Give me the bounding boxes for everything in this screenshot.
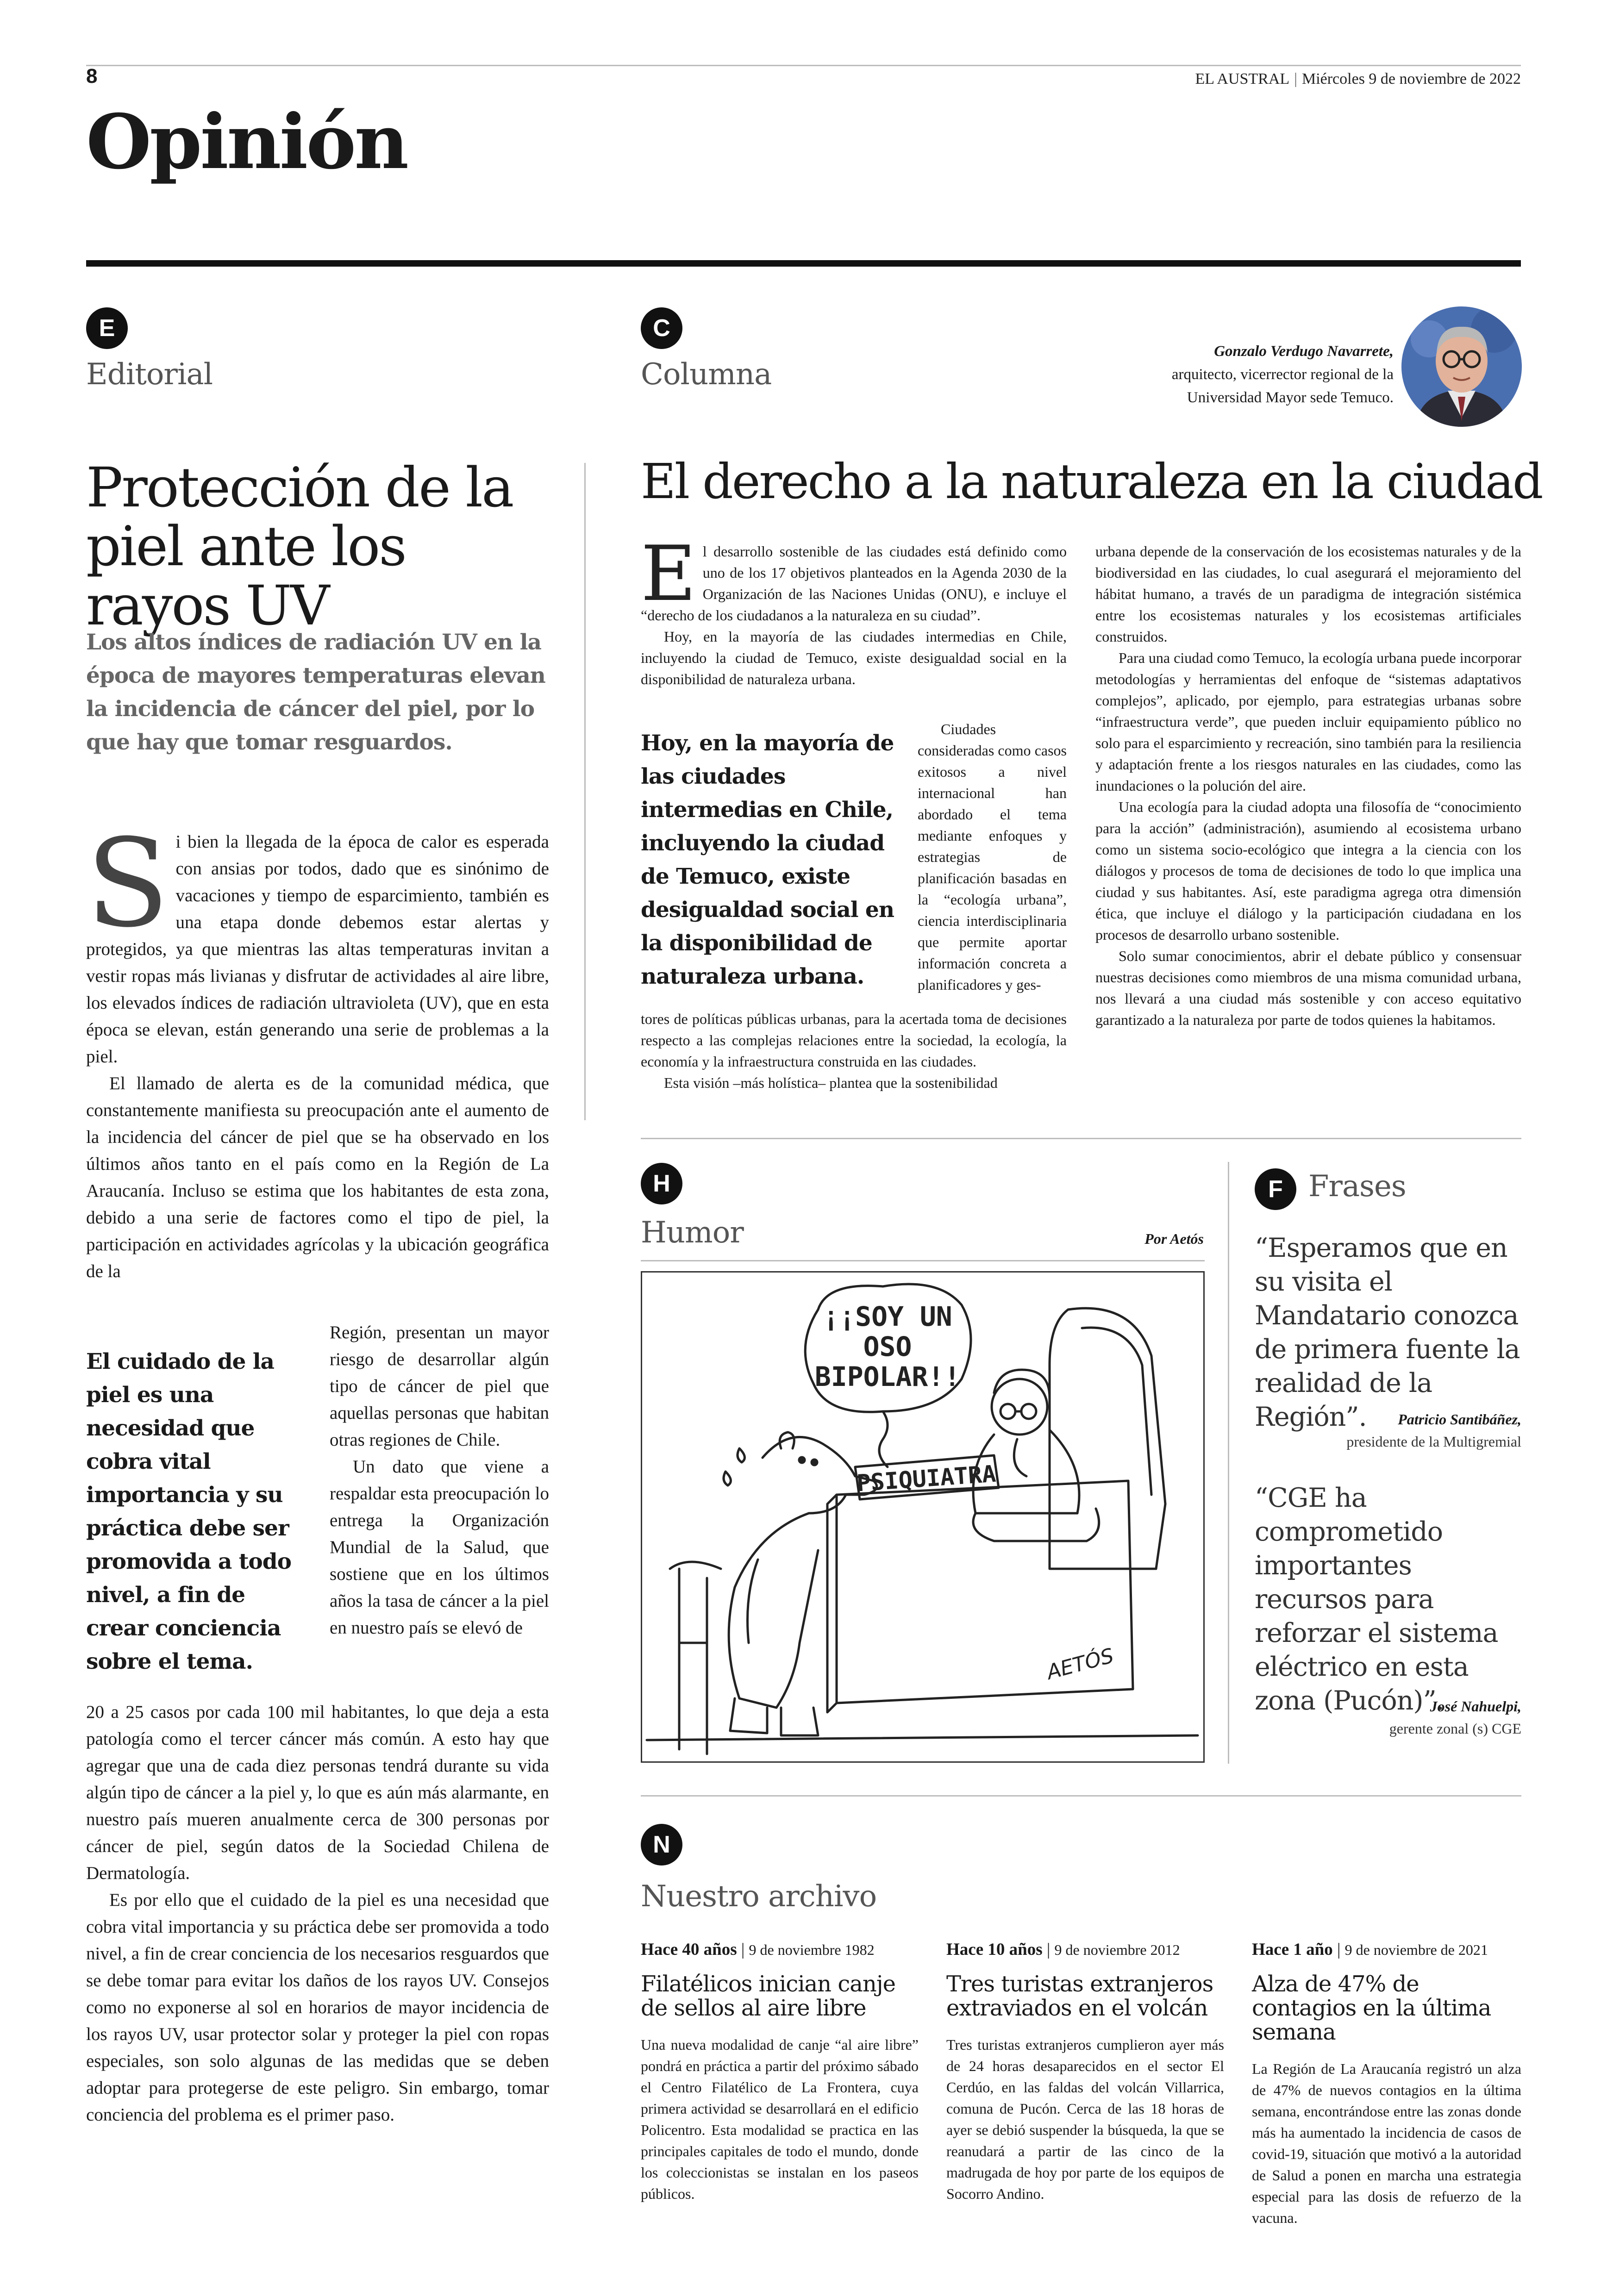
author-affiliation: Universidad Mayor sede Temuco. [1187,389,1394,406]
archivo-badge: N [641,1824,682,1866]
archive-item: Hace 10 años | 9 de noviembre 2012 Tres turistas extranjeros extraviados en el volcán Tres turistas extranjeros cumplieron ayer más de 24 horas desaparecidos en el sector El Cerdúo, en las faldas del volcán Villarrica, comuna de Pucón. Cerca de las 18 horas de ayer se debió suspender la búsqueda, la que se reanudará a partir de las cinco de la madrugada de hoy por parte de los equipos de Socorro Andino. [946,1940,1224,2204]
bubble-line: ¡¡SOY UN [823,1301,952,1332]
columna-paragraph: Esta visión –más holística– plantea que la sostenibilidad [664,1074,998,1091]
frases-badge: F [1255,1168,1296,1210]
psychiatrist-sign: PSIQUIATRA [856,1460,997,1497]
quote-1-role: presidente de la Multigremial [1346,1433,1521,1450]
quote-2-name: José Nahuelpi, [1430,1698,1521,1715]
archive-item: Hace 40 años | 9 de noviembre 1982 Filatélicos inician canje de sellos al aire libre Una nueva modalidad de canje “al aire libre” pondrá en práctica a partir del próximo sábado el Centro Filatélico de La Frontera, cuya primera actividad se desarrollará en el edificio Policentro. Esta modalidad se practica en las principales capitales de todo el mundo, donde los coleccionistas se instalan en los paseos públicos. [641,1940,919,2204]
editorial-body-narrow [330,1319,549,1641]
author-name: Gonzalo Verdugo Navarrete, [1214,343,1394,360]
columna-paragraph: Ciudades consideradas como casos exitosos a nivel internacional han abordado el tema mediante enfoques y estrategias de planificación basadas en la “ecología urbana”, ciencia interdisciplinaria que permite aportar información concreta a planificadores y ges- [918,721,1067,993]
editorial-paragraph: Región, presentan un mayor riesgo de desarrollar algún tipo de cáncer de piel que aquellas personas que habitan otras regiones de Chile. [330,1323,549,1450]
archive-ago: Hace 1 año [1252,1940,1333,1959]
editorial-paragraph: i bien la llegada de la época de calor es esperada con ansias por todos, dado que es sinónimo de vacaciones y tiempo de esparcimiento, también es una etapa donde debemos estar alertas y protegidos, ya que mientras las altas temperaturas invitan a vestir ropas más livianas y disfrutar de actividades al aire libre, los elevados índices de radiación ultravioleta (UV), que en esta época se elevan, están generando una serie de problemas a la piel. [86,832,549,1067]
columna-label: Columna [641,357,772,392]
columna-body-top [641,530,1067,690]
archivo-label: Nuestro archivo [641,1879,877,1914]
cartoon-drawing [642,1273,1203,1761]
column-divider [1228,1162,1229,1764]
section-divider [641,1795,1521,1797]
columna-paragraph: Solo sumar conocimientos, abrir el debate público y consensuar nuestras decisiones como miembros de una misma comunidad urbana, nos llevará a una ciudad más sostenible y con acceso equitativo garantizado a la naturaleza por parte de todos quienes la habitamos. [1095,948,1521,1028]
quote-2: “CGE ha comprometido importantes recursos para reforzar el sistema eléctrico en esta zona (Pucón)”. [1255,1483,1498,1716]
editorial-paragraph: Un dato que viene a respaldar esta preocupación lo entrega la Organización Mundial de la Salud, que sostiene que en los últimos años la tasa de cáncer a la piel en nuestro país se elevó de [330,1457,549,1638]
columna-pullquote: Hoy, en la mayoría de las ciudades intermedias en Chile, incluyendo la ciudad de Temuco, existe desigualdad social en la disponibilidad de naturaleza urbana. [641,730,894,989]
humor-label: Humor [641,1216,744,1250]
archive-body: Una nueva modalidad de canje “al aire libre” pondrá en práctica a partir del próximo sábado el Centro Filatélico de La Frontera, cuya primera actividad se desarrollará en el edificio Policentro. Esta modalidad se practica en las principales capitales de todo el mundo, donde los coleccionistas se instalan en los paseos públicos. [641,2036,919,2202]
humor-credit: Por Aetós [1144,1230,1204,1247]
author-photo [1401,306,1522,427]
frases-label: Frases [1308,1169,1406,1204]
author-portrait-image [1401,306,1522,427]
archive-title: Tres turistas extranjeros extraviados en el volcán [946,1971,1213,2021]
columna-paragraph: Una ecología para la ciudad adopta una filosofía de “conocimiento para la acción” (administración), asumiendo al ecosistema urbano como un sistema socio-ecológico que integra a la ciencia con los diálogos y procesos de toma de decisiones de todo lo que implica una ciudad y sus habitantes. Así, este paradigma agrega otra dimensión ética, que incluye el diálogo y la participación ciudadana en los procesos de desarrollo urbano sostenible. [1095,799,1521,943]
humor-cartoon [641,1271,1205,1763]
editorial-body-top [86,813,549,1285]
columna-paragraph: Para una ciudad como Temuco, la ecología urbana puede incorporar metodologías y herramientas del enfoque de “sistemas adaptativos complejos”, aplicado, por ejemplo, para estrategias urbanas sobre “infraestructura verde”, que pueden incluir equipamiento público no solo para el esparcimiento y recreación, sino también para la resiliencia y adaptación frente a los riesgos naturales en las ciudades, como las inundaciones o la polución del aire. [1095,649,1521,794]
quote-1: “Esperamos que en su visita el Mandatario conozca de primera fuente la realidad de la Región”. [1255,1233,1520,1432]
editorial-paragraph: Es por ello que el cuidado de la piel es una necesidad que cobra vital importancia y su práctica debe ser promovida a todo nivel, a fin de crear conciencia de los necesarios resguardos que se debe tomar para evitar los daños de los rayos UV. Consejos como no exponerse al sol en horarios de mayor incidencia de los rayos UV, usar protector solar y proteger la piel con ropas especiales, son solo algunas de las medidas que se deben adoptar para protegerse de este peligro. Sin embargo, tomar conciencia del problema es el primer paso. [86,1890,549,2125]
archive-title: Filatélicos inician canje de sellos al aire libre [641,1971,896,2021]
columna-title: El derecho a la naturaleza en la ciudad [641,453,1542,510]
editorial-body-bottom [86,1699,549,2128]
columna-author [1019,340,1394,409]
columna-paragraph: urbana depende de la conservación de los ecosistemas naturales y de la biodiversidad en las ciudades, lo cual asegurará el mejoramiento del hábitat humano, a través de un paradigma de integración sistémica entre los ecosistemas naturales y los ecosistemas artificiales construidos. [1095,543,1521,645]
author-role: arquitecto, vicerrector regional de la [1171,366,1394,383]
humor-badge: H [641,1163,682,1204]
section-title: Opinión [86,98,407,186]
editorial-dropcap: S [86,813,169,954]
editorial-lead: Los altos índices de radiación UV en la época de mayores temperaturas elevan la incidencia de cáncer del piel, por lo que hay que tomar resguardos. [86,630,545,755]
section-divider [641,1138,1521,1139]
editorial-title: Protección de la piel ante los rayos UV [86,455,513,637]
bubble-line: OSO [863,1331,912,1362]
archive-date: 9 de noviembre 2012 [1054,1941,1180,1958]
quote-1-name: Patricio Santibáñez, [1398,1411,1521,1428]
archive-ago: Hace 40 años [641,1940,737,1959]
archive-body: La Región de La Araucanía registró un alza de 47% de nuevos contagios en la última semana, encontrándose entre las zonas donde más ha aumentado la incidencia de casos de covid-19, situación que motivó a la autoridad de Salud a ponen en marcha una estrategia especial para las dosis de refuerzo de la vacuna. [1252,2060,1521,2226]
archive-title: Alza de 47% de contagios en la última semana [1252,1971,1491,2045]
editorial-paragraph: 20 a 25 casos por cada 100 mil habitantes, lo que deja a esta patología como el tercer cáncer más común. A esto hay que agregar que una de cada diez personas tendrá durante su vida algún tipo de cáncer a la piel y, lo que es aún más alarmante, en nuestro país mueren anualmente cerca de 300 personas por cáncer de piel, según datos de la Sociedad Chilena de Dermatología. [86,1702,549,1883]
section-rule [86,260,1521,267]
editorial-badge: E [86,307,128,349]
quote-2-role: gerente zonal (s) CGE [1389,1720,1521,1737]
columna-paragraph: l desarrollo sostenible de las ciudades está definido como uno de los 17 objetivos planteados en la Agenda 2030 de la Organización de las Naciones Unidas (ONU), e incluye el “derecho de los ciudadanos a la naturaleza en su ciudad”. [641,543,1067,624]
masthead: EL AUSTRAL | Miércoles 9 de noviembre de 2022 [1195,70,1521,87]
editorial-paragraph: El llamado de alerta es de la comunidad médica, que constantemente manifiesta su preocupación ante el aumento de la incidencia del cáncer de piel que se ha observado en los últimos años tanto en el país como en la Región de La Araucanía. Incluso se estima que los habitantes de esta zona, debido a una serie de factores como el tipo de piel, la participación en actividades agrícolas y la ubicación geográfica de la [86,1073,549,1281]
columna-body-right [1095,541,1521,1030]
columna-badge: C [641,307,682,349]
column-divider [584,463,586,1120]
archive-item: Hace 1 año | 9 de noviembre de 2021 Alza de 47% de contagios en la última semana La Región de La Araucanía registró un alza de 47% de nuevos contagios en la última semana, encontrándose entre las zonas donde más ha aumentado la incidencia de casos de covid-19, situación que motivó a la autoridad de Salud a ponen en marcha una estrategia especial para las dosis de refuerzo de la vacuna. [1252,1940,1521,2228]
humor-rule [641,1260,1205,1261]
editorial-pullquote: El cuidado de la piel es una necesidad que cobra vital importancia y su práctica debe ser promovida a todo nivel, a fin de crear conciencia sobre el tema. [86,1349,291,1674]
archive-body: Tres turistas extranjeros cumplieron ayer más de 24 horas desaparecidos en el sector El Cerdúo, en las faldas del volcán Villarrica, comuna de Pucón. Cerca de las 18 horas de ayer se debió suspender la búsqueda, la que se reanudará a partir de las cinco de la madrugada de hoy por parte de los equipos de Socorro Andino. [946,2036,1224,2202]
columna-paragraph: tores de políticas públicas urbanas, para la acertada toma de decisiones respecto a las complejas relaciones entre la sociedad, la ecología, la economía y la infraestructura construida en las ciudades. [641,1011,1067,1070]
page-number: 8 [86,65,98,87]
archive-ago: Hace 10 años [946,1940,1043,1959]
publication-name: EL AUSTRAL [1195,70,1290,87]
columna-paragraph: Hoy, en la mayoría de las ciudades intermedias en Chile, incluyendo la ciudad de Temuco, existe desigualdad social en la disponibilidad de naturaleza urbana. [641,628,1067,687]
bubble-line: BIPOLAR!! [814,1361,961,1392]
columna-dropcap: E [641,530,696,618]
editorial-label: Editorial [86,357,213,392]
archive-date: 9 de noviembre de 2021 [1344,1941,1488,1958]
archive-date: 9 de noviembre 1982 [749,1941,875,1958]
columna-body-bottom [641,1008,1067,1093]
cartoonist-signature: AETÓS [1044,1644,1117,1685]
columna-body-narrow [918,718,1067,995]
issue-date: Miércoles 9 de noviembre de 2022 [1301,70,1521,87]
